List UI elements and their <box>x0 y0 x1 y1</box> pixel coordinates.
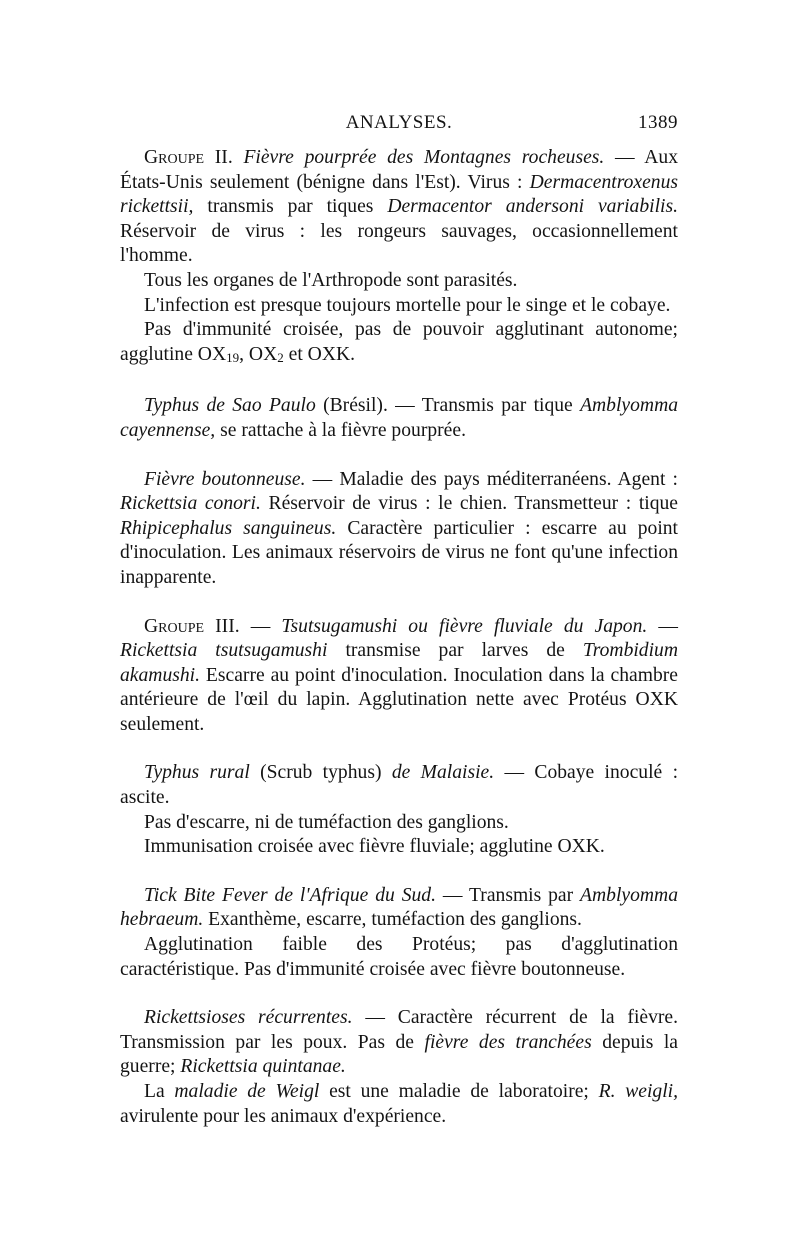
text-run: — Aux États-Unis seulement (bénigne dans l'Est). Virus : <box>120 147 678 193</box>
species-name: Trombidium akamushi. <box>120 640 678 686</box>
text-run: Escarre au point d'inoculation. Inoculation dans la chambre antérieure de l'œil du lapin. Agglutination nette avec Protéus OXK seulement. <box>120 664 678 735</box>
species-name: Amblyomma cayennense, <box>120 395 679 441</box>
paragraph-rickettsioses-recurrentes <box>120 1006 678 1080</box>
text-run: — Caractère récurrent de la fièvre. Transmission par les poux. Pas de <box>120 1007 678 1053</box>
text-run: — <box>647 615 679 637</box>
paragraph: Immunisation croisée avec fièvre fluviale; agglutine OXK. <box>144 836 605 858</box>
paragraph-weigl <box>120 1080 678 1129</box>
species-name: Amblyomma hebraeum. <box>120 884 678 931</box>
disease-title: de Malaisie. <box>391 762 495 784</box>
subscript-number: 2 <box>277 349 284 365</box>
text-run: Pas d'immunité croisée, pas de pouvoir agglutinant autonome; agglutine OX <box>120 319 678 365</box>
paragraph: Pas d'escarre, ni de tuméfaction des ganglions. <box>144 811 509 833</box>
species-name: Rhipicephalus sanguineus. <box>120 517 337 539</box>
disease-title: Tsutsugamushi ou fièvre fluviale du Japon. <box>281 615 648 637</box>
text-run: Réservoir de virus : le chien. Transmetteur : tique <box>260 493 678 515</box>
species-name: Dermacentroxenus rickettsii, <box>120 171 678 218</box>
disease-title: Fièvre pourprée des Montagnes rocheuses. <box>243 147 605 168</box>
paragraph-agglutination <box>120 318 678 370</box>
text-run: se rattache à la fièvre pourprée. <box>215 419 466 441</box>
text-run: Exanthème, escarre, tuméfaction des ganglions. <box>203 909 582 931</box>
species-name: Rickettsia tsutsugamushi <box>120 640 328 662</box>
paragraph-sao-paulo <box>120 394 678 443</box>
species-name: Rickettsia quintanae. <box>180 1056 346 1078</box>
subscript-number: 19 <box>226 349 240 365</box>
text-run: transmis par tiques <box>193 196 388 218</box>
text-run: et OXK. <box>283 343 356 365</box>
paragraph-fievre-boutonneuse <box>120 468 678 591</box>
group-label: Groupe III. <box>144 615 240 637</box>
text-run: , OX <box>239 343 278 365</box>
disease-title: Typhus rural <box>144 762 250 784</box>
disease-title: maladie de Weigl <box>174 1081 320 1102</box>
text-run: transmise par larves de <box>327 640 583 662</box>
text-run: — <box>239 615 282 637</box>
text-run: — Cobaye inoculé : ascite. <box>120 762 679 809</box>
paragraph-typhus-rural <box>120 761 678 810</box>
disease-title: fièvre des tranchées <box>424 1031 592 1053</box>
text-run: est une maladie de laboratoire; <box>319 1081 599 1102</box>
species-name: R. weigli, <box>598 1081 678 1102</box>
group-label: Groupe II. <box>144 147 233 168</box>
text-run: La <box>144 1081 175 1102</box>
running-head <box>120 112 678 146</box>
paragraph: Agglutination faible des Protéus; pas d'agglutination caractéristique. Pas d'immunité croisée avec fièvre boutonneuse. <box>120 934 678 980</box>
text-run: avirulente pour les animaux d'expérience. <box>120 1105 447 1127</box>
paragraph-tick-bite-fever <box>120 884 678 933</box>
disease-title: Tick Bite Fever de l'Afrique du Sud. <box>144 884 436 906</box>
paragraph: Tous les organes de l'Arthropode sont parasités. <box>144 269 518 291</box>
text-run: depuis la guerre; <box>120 1031 679 1078</box>
text-run: — Maladie des pays méditerranéens. Agent : <box>305 468 678 490</box>
disease-title: Rickettsioses récurrentes. <box>144 1007 353 1029</box>
paragraph-groupe-3 <box>120 615 678 738</box>
running-title: ANALYSES. <box>345 112 453 133</box>
text-run: — Transmis par <box>436 884 581 906</box>
text-run: Caractère particulier : escarre au point d'inoculation. Les animaux réservoirs de virus ne font qu'une infection inapparente. <box>120 517 678 588</box>
disease-title: Typhus de Sao Paulo <box>144 395 316 417</box>
paragraph-groupe-2 <box>120 146 678 269</box>
species-name: Dermacentor andersoni variabilis. <box>387 196 678 218</box>
disease-title: Fièvre boutonneuse. <box>144 468 306 490</box>
page <box>120 112 678 1129</box>
text-run: (Brésil). — Transmis par tique <box>315 395 581 417</box>
text-run: (Scrub typhus) <box>249 762 392 784</box>
species-name: Rickettsia conori. <box>120 493 261 515</box>
page-number: 1389 <box>638 112 678 133</box>
paragraph: L'infection est presque toujours mortelle pour le singe et le cobaye. <box>144 294 671 316</box>
text-run: Réservoir de virus : les rongeurs sauvages, occasionnellement l'homme. <box>120 220 678 267</box>
